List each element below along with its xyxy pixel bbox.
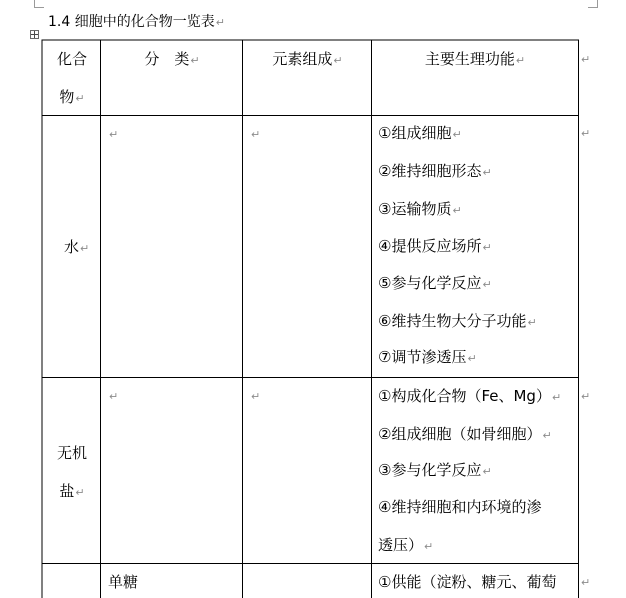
row-end-mark-icon: ↵: [581, 576, 591, 589]
row-end-mark-icon: ↵: [581, 127, 591, 140]
paragraph-mark-icon: ↵: [75, 486, 85, 499]
salt-function-2[interactable]: [378, 425, 552, 445]
water-function-2-text: ②维持细胞形态: [378, 162, 482, 180]
document-title: 1.4 细胞中的化合物一览表: [48, 14, 215, 30]
header-compound-line1: 化合: [56, 50, 87, 68]
paragraph-mark-icon: ↵: [215, 16, 225, 29]
paragraph-mark-icon: ↵: [109, 390, 119, 403]
water-function-3[interactable]: [378, 200, 462, 220]
row-salt-name-line1[interactable]: 无机: [56, 444, 87, 462]
header-elements-text: 元素组成: [272, 50, 333, 68]
paragraph-mark-icon: ↵: [80, 242, 90, 255]
header-compound-line2-text: 物: [59, 88, 75, 106]
paragraph-mark-icon: ↵: [482, 278, 492, 291]
sugar-function-1[interactable]: ①供能（淀粉、糖元、葡萄: [378, 573, 557, 591]
paragraph-mark-icon: ↵: [251, 128, 261, 141]
paragraph-mark-icon: ↵: [482, 166, 492, 179]
salt-function-4[interactable]: ④维持细胞和内环境的渗: [378, 498, 542, 516]
salt-function-5[interactable]: [378, 536, 433, 556]
row-salt-classification[interactable]: [108, 386, 118, 406]
paragraph-mark-icon: ↵: [109, 128, 119, 141]
salt-function-3-text: ③参与化学反应: [378, 461, 482, 479]
salt-function-5-text: 透压）: [378, 536, 424, 554]
row-end-mark-icon: ↵: [581, 390, 591, 403]
header-classification: [104, 50, 240, 70]
paragraph-mark-icon: ↵: [251, 390, 261, 403]
row-salt-name-line2-text: 盐: [59, 482, 75, 500]
header-elements: [246, 50, 369, 70]
paragraph-mark-icon: ↵: [75, 92, 85, 105]
salt-function-2-text: ②组成细胞（如骨细胞）: [378, 425, 542, 443]
header-functions-text: 主要生理功能: [424, 50, 515, 68]
paragraph-mark-icon: ↵: [482, 241, 492, 254]
paragraph-mark-icon: ↵: [190, 54, 200, 67]
paragraph-mark-icon: ↵: [551, 391, 562, 404]
row-water-name[interactable]: [64, 238, 89, 258]
row-end-mark-icon: ↵: [581, 53, 591, 66]
row-water-elements[interactable]: [250, 124, 260, 144]
salt-function-1[interactable]: [378, 387, 561, 407]
paragraph-mark-icon: ↵: [467, 352, 477, 365]
header-compound-line2: [46, 88, 98, 108]
water-function-4[interactable]: [378, 237, 492, 257]
paragraph-mark-icon: ↵: [452, 204, 462, 217]
water-function-7-text: ⑦调节渗透压: [378, 348, 467, 366]
paragraph-mark-icon: ↵: [527, 316, 537, 329]
paragraph-mark-icon: ↵: [452, 128, 462, 141]
header-functions: [374, 50, 576, 70]
row-water-name-text: 水: [64, 238, 80, 256]
paragraph-mark-icon: ↵: [515, 54, 526, 67]
paragraph-mark-icon: ↵: [542, 429, 552, 442]
salt-function-3[interactable]: [378, 461, 492, 481]
salt-function-1-text: ①构成化合物（Fe、Mg）: [378, 387, 551, 405]
row-water-classification[interactable]: [108, 124, 118, 144]
water-function-7[interactable]: [378, 348, 477, 368]
water-function-3-text: ③运输物质: [378, 200, 452, 218]
header-classification-text: 分 类: [144, 50, 190, 68]
water-function-5-text: ⑤参与化学反应: [378, 274, 482, 292]
row-salt-elements[interactable]: [250, 386, 260, 406]
water-function-1-text: ①组成细胞: [378, 124, 452, 142]
water-function-4-text: ④提供反应场所: [378, 237, 482, 255]
row-sugar-classification[interactable]: 单糖: [108, 573, 139, 591]
row-salt-name-line2[interactable]: [46, 482, 98, 502]
water-function-6[interactable]: [378, 312, 537, 332]
water-function-2[interactable]: [378, 162, 492, 182]
water-function-6-text: ⑥维持生物大分子功能: [378, 312, 527, 330]
paragraph-mark-icon: ↵: [424, 540, 434, 553]
water-function-1[interactable]: [378, 124, 462, 144]
paragraph-mark-icon: ↵: [333, 54, 343, 67]
water-function-5[interactable]: [378, 274, 492, 294]
paragraph-mark-icon: ↵: [482, 465, 492, 478]
